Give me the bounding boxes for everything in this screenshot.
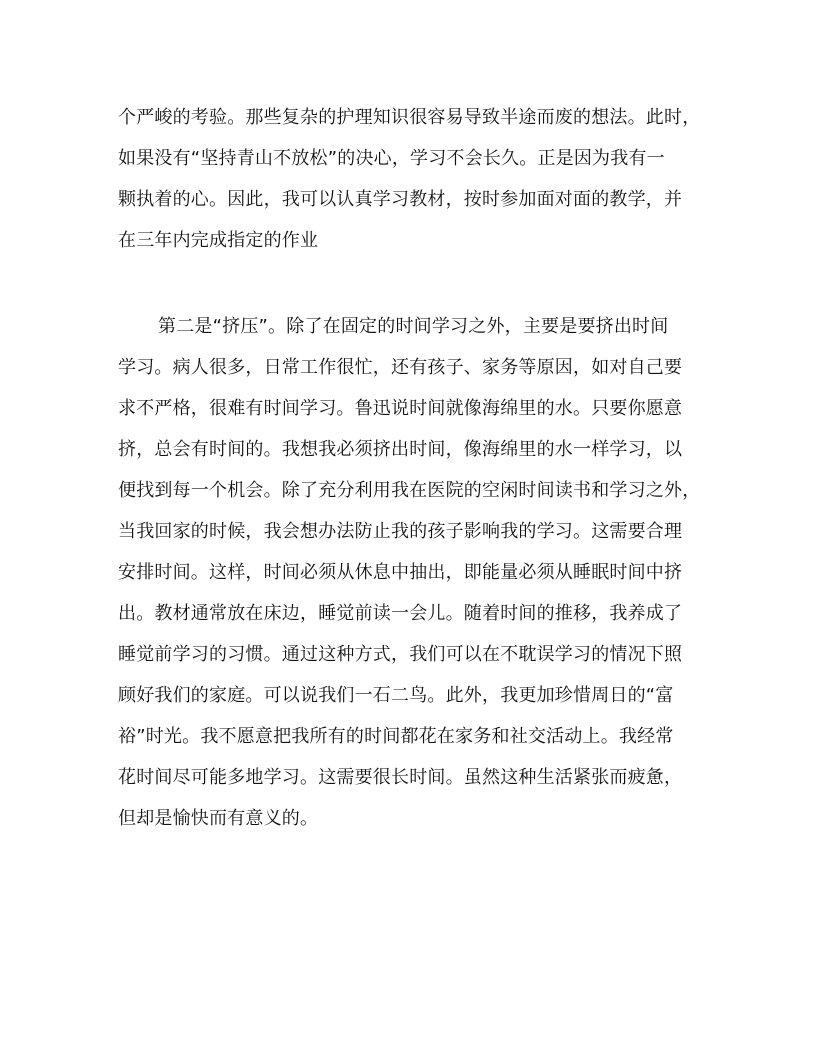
paragraph-2-line-2: 学习。病人很多，日常工作很忙，还有孩子、家务等原因，如对自己要	[118, 357, 683, 378]
paragraph-1-line-2: 如果没有“坚持青山不放松”的决心，学习不会长久。正是因为我有一	[118, 148, 665, 169]
paragraph-2-line-5: 便找到每一个机会。除了充分利用我在医院的空闲时间读书和学习之外，	[118, 480, 701, 501]
paragraph-2-line-13: 但却是愉快而有意义的。	[118, 808, 319, 829]
paragraph-2-line-10: 顾好我们的家庭。可以说我们一石二鸟。此外，我更加珍惜周日的“富	[118, 685, 674, 706]
paragraph-2-line-4: 挤，总会有时间的。我想我必须挤出时间，像海绵里的水一样学习，以	[118, 439, 683, 460]
paragraph-1-line-1: 个严峻的考验。那些复杂的护理知识很容易导致半途而废的想法。此时，	[118, 107, 701, 128]
paragraph-2-line-7: 安排时间。这样，时间必须从休息中抽出，即能量必须从睡眠时间中挤	[118, 562, 683, 583]
paragraph-2-line-9: 睡觉前学习的习惯。通过这种方式，我们可以在不耽误学习的情况下照	[118, 644, 683, 665]
paragraph-2-line-1: 第二是“挤压”。除了在固定的时间学习之外，主要是要挤出时间	[158, 316, 669, 337]
paragraph-1-line-3: 颗执着的心。因此，我可以认真学习教材，按时参加面对面的教学，并	[118, 189, 683, 210]
paragraph-1-line-4: 在三年内完成指定的作业	[118, 230, 319, 251]
paragraph-2-line-11: 裕”时光。我不愿意把我所有的时间都花在家务和社交活动上。我经常	[118, 726, 674, 747]
paragraph-2-line-6: 当我回家的时候，我会想办法防止我的孩子影响我的学习。这需要合理	[118, 521, 683, 542]
paragraph-2-line-8: 出。教材通常放在床边，睡觉前读一会儿。随着时间的推移，我养成了	[118, 603, 683, 624]
paragraph-2-line-12: 花时间尽可能多地学习。这需要很长时间。虽然这种生活紧张而疲惫，	[118, 767, 683, 788]
paragraph-2-line-3: 求不严格，很难有时间学习。鲁迅说时间就像海绵里的水。只要你愿意	[118, 398, 683, 419]
